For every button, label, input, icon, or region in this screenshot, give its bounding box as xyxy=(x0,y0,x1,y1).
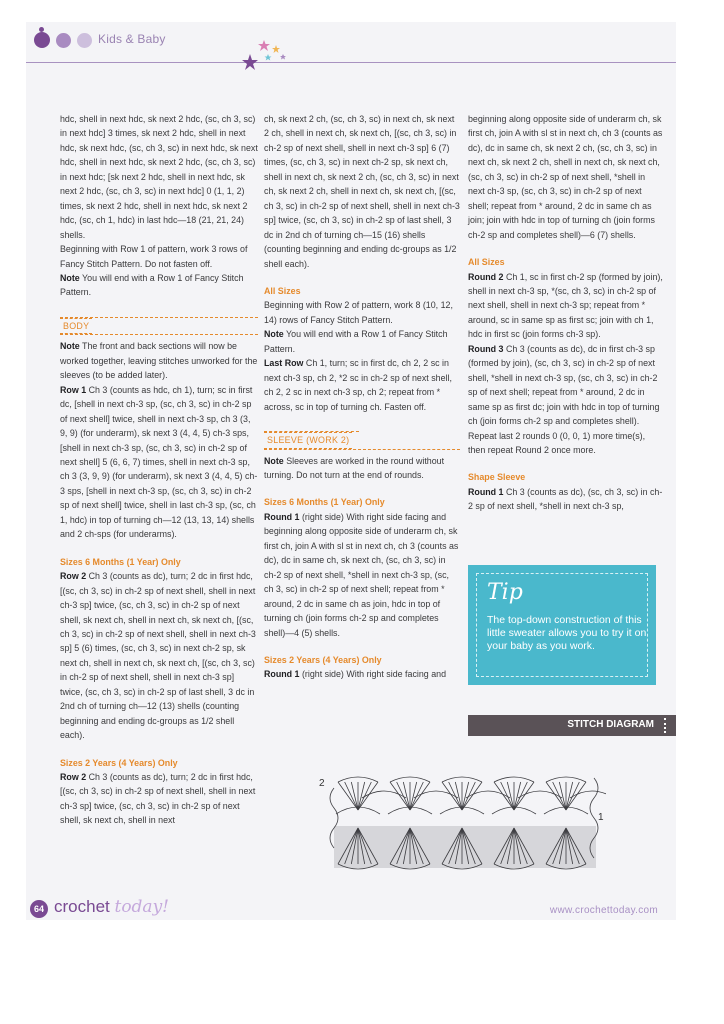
bold-lead: Row 2 xyxy=(60,772,87,783)
paragraph-text: Ch 1, turn; sc in first dc, ch 2, 2 sc in next ch-3 sp, ch 2, *2 sc in ch-2 sp of next shell, ch 2, 2 sc in next ch-3 sp, ch 2; repeat from * across, sc in top of turning ch. Fasten off. xyxy=(264,358,452,412)
subheading: Sizes 6 Months (1 Year) Only xyxy=(264,497,385,508)
paragraph: Beginning with Row 2 of pattern, work 8 (10, 12, 14) rows of Fancy Stitch Pattern. xyxy=(264,300,453,325)
magazine-page xyxy=(26,22,676,920)
paragraph xyxy=(60,770,258,828)
paragraph: Repeat last 2 rounds 0 (0, 0, 1) more time(s), then repeat Round 2 once more. xyxy=(468,430,646,455)
stitch-diagram xyxy=(316,758,606,878)
tip-border xyxy=(476,573,648,677)
bold-lead: Round 1 xyxy=(264,669,300,680)
paragraph xyxy=(468,342,664,429)
paragraph xyxy=(468,270,664,342)
paragraph-text: Ch 3 (counts as dc), dc in first ch-3 sp (formed by join), (sc, ch 3, sc) in ch-2 sp of next shell, *shell in next ch-3 sp, (sc, ch 3, sc) in ch-2 sp of next shell; repeat from * around, 2 dc in same sp as first dc; join with hdc in top of turning ch (join forms ch-2 sp and completes shell). xyxy=(468,343,660,427)
heading-rule xyxy=(60,334,258,335)
paragraph xyxy=(60,383,258,542)
chain-loop xyxy=(518,791,562,798)
stitch-diagram-label: STITCH DIAGRAM xyxy=(567,719,654,730)
footer-url: www.crochettoday.com xyxy=(549,905,658,916)
row-label-2: 2 xyxy=(319,778,325,789)
section-heading-body: BODY xyxy=(60,318,92,334)
bold-lead: Round 3 xyxy=(468,343,504,354)
paragraph-text: Ch 3 (counts as dc), turn; 2 dc in first hdc, [(sc, ch 3, sc) in ch-2 sp of next shell, shell in next ch-3 sp] twice, (sc, ch 3, sc) in ch-2 sp of next shell, sk next ch, shell in next ch, sk next ch, [(sc, ch 3, sc) in ch-2 sp of next shell, shell in next ch-3 sp] 5 (6) times, (sc, ch 3, sc) in next ch-2 sp, sk next ch, shell in next ch, sk next ch, [(sc, ch 3, sc) in ch-2 sp of next shell, shell in next ch-3 sp] twice, (sc, ch 3, sc) in ch-2 sp of last shell, 3 dc in 2nd ch of turning ch—12 (13) shells (counting beginning and ending dc-groups as 1/2 shell each). xyxy=(60,571,256,741)
paragraph: beginning along opposite side of underarm ch, sk first ch, join A with sl st in next ch, ch 3 (counts as dc), dc in same ch, sk next 2 ch, (sc, ch 3, sc) in next ch, sk next 2 ch, shell in next ch, sk next ch, (sc, ch 3, sc) in ch-2 sp of next shell, *shell in next ch-3 sp, (sc, ch 3, sc) in ch-2 sp of next shell; repeat from * around, 2 dc in same ch as join; join with hdc in top of turning ch (join forms ch-2 sp and completes shell)—6 (7) shells. xyxy=(468,114,663,240)
text-column-1 xyxy=(60,112,258,828)
paragraph-text: Ch 3 (counts as dc), turn; 2 dc in first hdc, [(sc, ch 3, sc) in ch-2 sp of next shell, shell in next ch-3 sp] twice, (sc, ch 3, sc) in ch-2 sp of next shell, sk next ch, shell in next xyxy=(60,772,256,826)
chain-loop xyxy=(362,791,406,798)
subheading: Sizes 2 Years (4 Years) Only xyxy=(60,757,178,768)
paragraph: hdc, shell in next hdc, sk next 2 hdc, (sc, ch 3, sc) in next hdc] 3 times, sk next 2 hdc, shell in next hdc, sk next hdc, (sc, ch 3, sc) in next hdc, sk next hdc, shell in next hdc, sk next 2 hdc, (sc, ch 3, sc) in next hdc; [sk next 2 hdc, shell in next hdc, sk next 2 hdc, (sc, ch 3, sc) in next hdc] 0 (1, 1, 2) times, sk next 2 hdc, shell in next hdc, sk next 2 hdc, (sc, ch 1, hdc) in last hdc—18 (21, 21, 24) shells. xyxy=(60,114,258,240)
tip-text: The top-down construction of this little sweater allows you to try it on your baby as you work. xyxy=(487,614,647,652)
paragraph-text: You will end with a Row 1 of Fancy Stitch Pattern. xyxy=(60,272,244,298)
tip-box xyxy=(468,565,656,685)
bar-notch xyxy=(664,718,668,733)
paragraph xyxy=(60,271,258,300)
paragraph-text: Ch 1, sc in first ch-2 sp (formed by join), shell in next ch-3 sp, *(sc, ch 3, sc) in ch-2 sp of next shell, shell in next ch-3 sp; repeat from * around, sc in same sp as first sc; join with ch 1, hdc in first sc (join forms ch-3 sp). xyxy=(468,271,663,340)
dot-icon xyxy=(77,33,92,48)
paragraph-text: The front and back sections will now be worked together, leaving stitches unworked for the sleeves (to be added later). xyxy=(60,341,258,381)
text-column-2 xyxy=(264,112,460,682)
header-rule xyxy=(26,62,676,63)
paragraph-text: Sleeves are worked in the round without turning. Do not turn at the end of rounds. xyxy=(264,455,445,480)
stars-icon xyxy=(238,40,298,82)
ornament-icon xyxy=(34,32,50,48)
paragraph xyxy=(264,327,460,356)
bold-lead: Round 1 xyxy=(468,486,504,497)
dot-icon xyxy=(56,33,71,48)
paragraph-text: Ch 3 (counts as dc), (sc, ch 3, sc) in ch-2 sp of next shell, *shell in next ch-3 sp, xyxy=(468,486,663,512)
brand-logo xyxy=(54,897,169,917)
tip-title: Tip xyxy=(487,580,523,605)
bold-lead: Note xyxy=(264,455,284,466)
subheading: Sizes 2 Years (4 Years) Only xyxy=(264,654,382,665)
heading-rule xyxy=(264,449,460,450)
chain-loop xyxy=(466,791,510,798)
paragraph xyxy=(60,569,258,742)
page-header xyxy=(26,22,676,68)
row-label-1: 1 xyxy=(598,812,604,823)
paragraph: Beginning with Row 1 of pattern, work 3 rows of Fancy Stitch Pattern. Do not fasten off. xyxy=(60,244,248,269)
paragraph xyxy=(264,454,460,483)
paragraph-text: (right side) With right side facing and xyxy=(299,669,447,680)
subheading: All Sizes xyxy=(264,285,301,296)
paragraph-text: You will end with a Row 1 of Fancy Stitch Pattern. xyxy=(264,329,448,354)
section-title: Kids & Baby xyxy=(98,32,166,46)
chain-loop xyxy=(414,791,458,798)
subheading: Shape Sleeve xyxy=(468,472,526,483)
diagram-shading xyxy=(334,826,596,868)
bold-lead: Note xyxy=(264,329,284,340)
paragraph xyxy=(264,510,460,640)
subheading: Sizes 6 Months (1 Year) Only xyxy=(60,556,181,567)
bold-lead: Note xyxy=(60,341,80,352)
paragraph xyxy=(468,485,664,514)
stitch-diagram-bar xyxy=(468,715,676,736)
bold-lead: Row 2 xyxy=(60,571,87,582)
bold-lead: Row 1 xyxy=(60,384,87,395)
paragraph-text: Ch 3 (counts as hdc, ch 1), turn; sc in first dc, [shell in next ch-3 sp, (sc, ch 3, sc) in ch-2 sp of next shell] twice, shell in next ch-3 sp, ch 3 (3, 9, 9) (for underarm), sk next 3 (4, 4, 5) ch-3 sps, [shell in next ch-3 sp, (sc, ch 3, sc) in ch-2 sp of next shell] 5 (6, 6, 7) times, shell in next ch-3 sp, ch 3 (3, 9, 9) (for underarm), sk next 3 (4, 4, 5) ch-3 sps, [shell in next ch-3 sp, (sc, ch 3, sc) in ch-2 sp of next shell] twice, shell in last ch-3 sp, (sc, ch 1, hdc) in top of turning ch—12 (13, 13, 14) shells and 2 ch-sps (for underarms). xyxy=(60,384,258,540)
bold-lead: Round 2 xyxy=(468,271,504,282)
section-heading-sleeve: SLEEVE (WORK 2) xyxy=(264,432,352,448)
paragraph xyxy=(264,667,460,681)
subheading: All Sizes xyxy=(468,257,505,268)
paragraph-text: (right side) With right side facing and beginning along opposite side of underarm ch, sk first ch, join A with sl st in next ch, ch 3 (counts as dc), dc in same ch, sk next ch, (sc, ch 3, sc) in ch-2 sp of next shell, *shell in next ch-3 sp, (sc, ch 3, sc) in ch-2 sp of next shell; repeat from * around, 2 dc in same ch as join, hdc in top of turning ch (join forms ch-2 sp and completes shell)—4 (5) shells. xyxy=(264,511,459,638)
paragraph xyxy=(60,339,258,382)
brand-word: crochet xyxy=(54,897,110,916)
page-number: 64 xyxy=(30,900,48,918)
brand-word-script: today! xyxy=(114,897,170,917)
text-column-3 xyxy=(468,112,664,514)
bold-lead: Round 1 xyxy=(264,511,300,522)
bold-lead: Note xyxy=(60,272,80,283)
paragraph xyxy=(264,356,460,414)
paragraph: ch, sk next 2 ch, (sc, ch 3, sc) in next ch, sk next 2 ch, shell in next ch, sk next ch, [(sc, ch 3, sc) in ch-2 sp of next shell, shell in next ch-3 sp] 6 (7) times, (sc, ch 3, sc) in next ch-2 sp, sk next ch, shell in next ch, sk next 2 ch, (sc, ch 3, sc) in next ch, sk next 2 ch, shell in next ch, sk next ch, [(sc, ch 3, sc) in ch-2 sp of next shell, shell in next ch-3 sp] twice, (sc, ch 3, sc) in ch-2 sp of last shell, 3 dc in 2nd ch of turning ch—15 (16) shells (counting beginning and ending dc-groups as 1/2 shell each). xyxy=(264,114,460,269)
bold-lead: Last Row xyxy=(264,358,304,369)
